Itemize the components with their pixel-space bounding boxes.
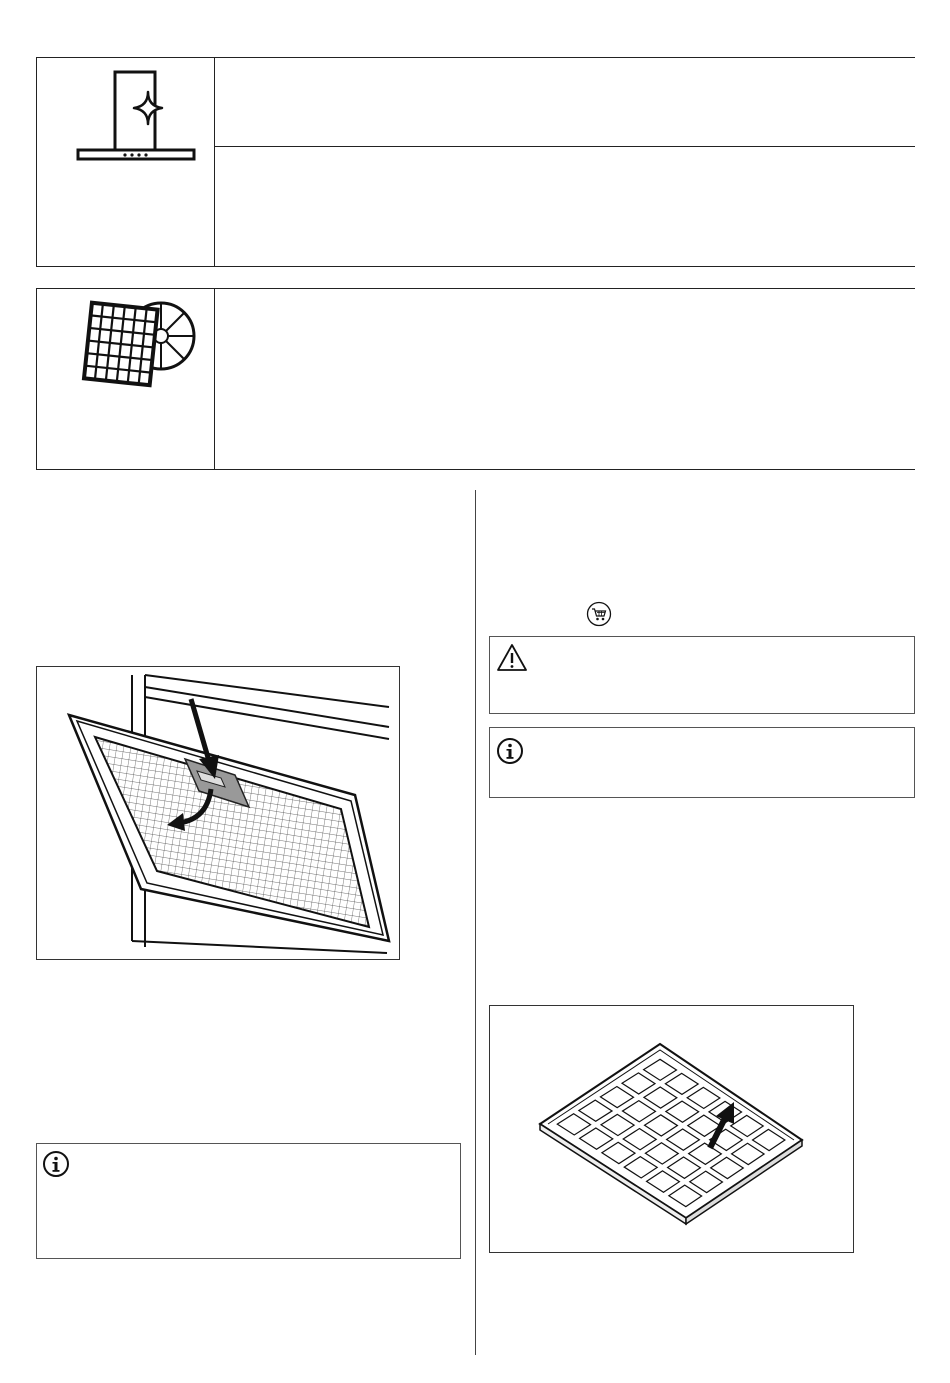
warning-notice xyxy=(489,636,915,714)
shop-cart-icon xyxy=(586,601,612,627)
hood-cleaning-icon xyxy=(70,66,200,166)
info-notice-left xyxy=(36,1143,461,1259)
section2-top-rule xyxy=(36,288,915,289)
section-inner-rule xyxy=(214,146,915,147)
info-icon xyxy=(496,737,524,765)
grease-filter-figure xyxy=(36,666,400,960)
lift-arrow-icon xyxy=(702,1098,742,1154)
charcoal-filter-icon xyxy=(76,294,200,402)
push-arrow-icon xyxy=(185,697,225,781)
column-divider xyxy=(475,490,476,1355)
icon-column-divider xyxy=(214,57,215,266)
charcoal-filter-figure xyxy=(489,1005,854,1253)
section-top-rule xyxy=(36,57,915,58)
section2-bottom-rule xyxy=(36,469,915,470)
section2-left-edge xyxy=(36,288,37,469)
warning-triangle-icon xyxy=(496,643,528,673)
pull-down-arrow-icon xyxy=(165,785,223,833)
info-notice-right xyxy=(489,727,915,798)
info-icon xyxy=(42,1150,70,1178)
section-bottom-rule xyxy=(36,266,915,267)
section2-icon-divider xyxy=(214,288,215,469)
section-left-edge xyxy=(36,57,37,266)
